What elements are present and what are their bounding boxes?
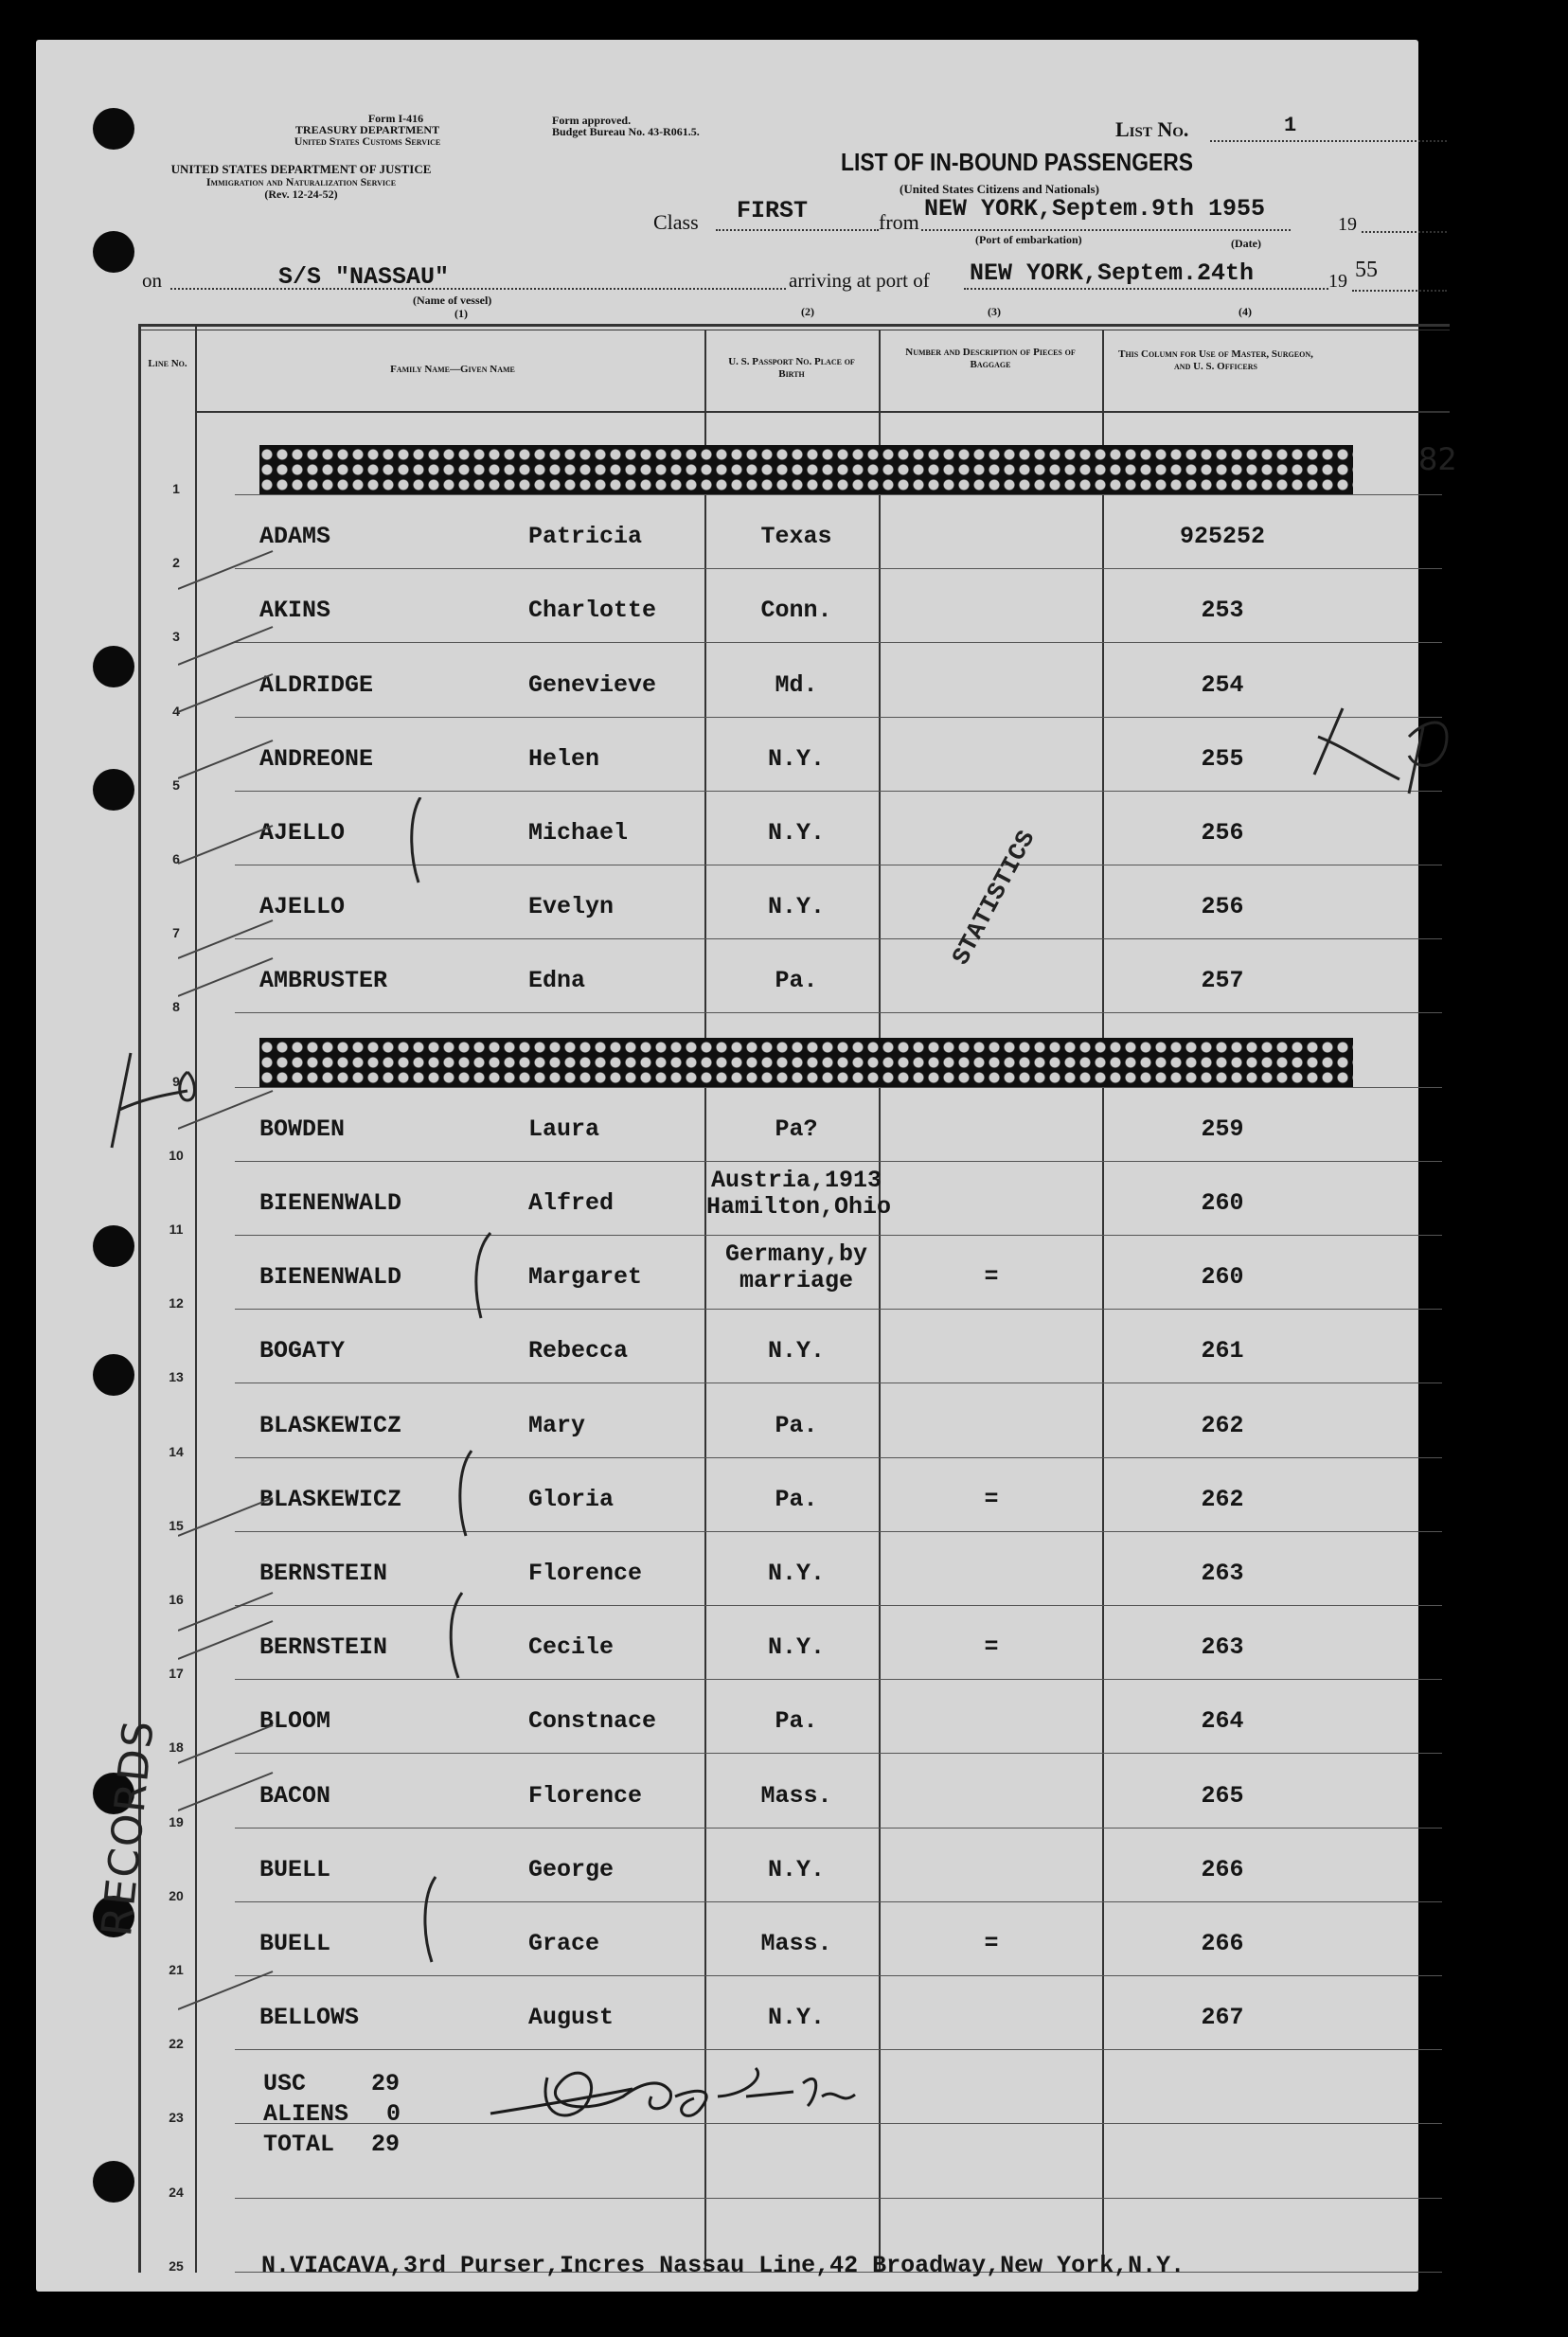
place-of-birth: Pa? [775,1115,818,1143]
page-number: 82 [1418,441,1457,477]
line-number: 2 [172,555,180,571]
row-rule [235,791,1442,792]
place-of-birth: N.Y. [767,2004,825,2032]
statistics-stamp: STATISTICS [946,826,1042,971]
aliens-value: 0 [386,2100,401,2128]
budget-bureau: Budget Bureau No. 43-R061.5. [552,125,700,138]
place-of-birth: N.Y. [767,1855,825,1883]
officer-number: 262 [1201,1485,1244,1513]
given-name: Michael [528,819,629,847]
line-number: 19 [169,1813,184,1829]
family-name: AKINS [259,597,331,625]
family-braces [405,797,500,1990]
check-marks [178,504,292,2170]
arrival-value: NEW YORK,Septem.24th [970,259,1255,287]
family-name: BOWDEN [259,1115,346,1143]
place-of-birth: Mass. [760,1930,832,1957]
officer-number: 264 [1201,1707,1244,1736]
port-embark-caption: (Port of embarkation) [975,233,1082,246]
family-name: BLASKEWICZ [259,1485,402,1513]
place-of-birth: Germany,by [724,1240,868,1269]
line-number: 5 [172,776,180,793]
line-number: 17 [169,1666,184,1682]
from-label: from [879,210,919,234]
line-number: 8 [172,999,180,1015]
list-no-value: 1 [1284,114,1297,137]
list-no-label: List No. [1115,117,1189,141]
purser-line: N.VIACAVA,3rd Purser,Incres Nassau Line,42 Broadway,New York,N.Y. [261,2252,1185,2279]
list-title: LIST OF IN-BOUND PASSENGERS [841,148,1194,176]
given-name: Evelyn [528,893,615,921]
given-name: George [528,1855,615,1883]
officer-number: 255 [1201,744,1244,773]
given-name: Genevieve [528,670,657,699]
ins-service: Immigration and Naturalization Service [205,175,397,188]
family-name: BELLOWS [259,2004,360,2032]
line-number: 14 [169,1443,184,1459]
row-rule [235,2198,1442,2199]
place-of-birth: N.Y. [767,1560,825,1587]
officer-number: 260 [1201,1263,1244,1292]
caption-3: (3) [988,305,1001,318]
given-name: Rebecca [528,1337,629,1365]
usc-value: 29 [371,2070,401,2097]
baggage: = [984,1485,999,1513]
family-name: BERNSTEIN [259,1633,388,1662]
list-subtitle: (United States Citizens and Nationals) [900,182,1099,196]
family-name: AJELLO [259,819,346,847]
place-of-birth: Pa. [775,1707,818,1736]
line-number: 9 [172,1073,180,1089]
line-number: 3 [172,629,180,645]
baggage: = [984,1263,999,1292]
officer-number: 260 [1201,1189,1244,1217]
place-of-birth: Pa. [775,967,818,995]
vessel-caption: (Name of vessel) [413,294,492,307]
place-of-birth: Pa. [775,1485,818,1513]
col-passport: U. S. Passport No. Place of Birth [728,356,855,380]
line-number: 13 [169,1369,184,1385]
family-name: BUELL [259,1930,331,1957]
place-of-birth: Texas [760,523,832,551]
officer-number: 257 [1201,967,1244,995]
line-number: 23 [169,2110,184,2126]
place-of-birth: Austria,1913 [710,1167,882,1194]
place-of-birth: N.Y. [767,1633,825,1662]
officer-number: 266 [1201,1855,1244,1883]
punch-hole [93,2161,134,2203]
officer-number: 254 [1201,670,1244,699]
line-number: 10 [169,1147,184,1163]
punch-hole [93,1225,134,1267]
year2-suffix: 55 [1355,258,1378,282]
punch-hole [93,231,134,273]
family-name: AJELLO [259,893,346,921]
place-of-birth: N.Y. [767,1337,825,1365]
given-name: Helen [528,744,600,773]
row-rule [235,642,1442,643]
officer-number: 263 [1201,1633,1244,1662]
officer-number: 262 [1201,1411,1244,1439]
treasury-department: TREASURY DEPARTMENT [294,123,440,136]
family-name: ADAMS [259,523,331,551]
given-name: Charlotte [528,597,657,625]
punch-hole [93,108,134,150]
punch-hole [93,769,134,811]
family-name: BLASKEWICZ [259,1411,402,1439]
place-of-birth: Pa. [775,1411,818,1439]
line-number: 12 [169,1295,184,1311]
given-name: Constnace [528,1707,657,1736]
form-approved: Form approved. [552,114,632,127]
line-number: 22 [169,2036,184,2052]
officer-number: 253 [1201,597,1244,625]
col-officers: This Column for Use of Master, Surgeon, and U. S. Officers [1118,348,1313,372]
family-name: BIENENWALD [259,1263,402,1292]
line-number: 25 [169,2257,184,2274]
line-number: 24 [169,2184,184,2200]
total-label: TOTAL [263,2131,335,2158]
officer-number: 256 [1201,893,1244,921]
line-number: 6 [172,851,180,866]
line-number: 7 [172,925,180,941]
manifest-page [36,40,1457,2292]
date-caption: (Date) [1231,237,1261,250]
officer-number: 265 [1201,1781,1244,1810]
given-name: Mary [528,1411,586,1439]
on-label: on [142,269,162,292]
officer-number: 925252 [1179,523,1265,551]
arriving-label: arriving at port of [789,269,930,292]
given-name: August [528,2004,615,2032]
given-name: Patricia [528,523,643,551]
officer-number: 259 [1201,1115,1244,1143]
place-of-birth: Conn. [760,597,832,625]
line-number: 4 [172,703,180,719]
family-name: BLOOM [259,1707,331,1736]
family-name: AMBRUSTER [259,967,388,995]
total-value: 29 [371,2131,401,2158]
given-name: Grace [528,1930,600,1957]
officer-number: 263 [1201,1560,1244,1587]
row-rule [235,717,1442,718]
family-name: BUELL [259,1855,331,1883]
from-value: NEW YORK,Septem.9th 1955 [924,195,1266,223]
given-name: Alfred [528,1189,615,1217]
family-name: BACON [259,1781,331,1810]
vessel-name: S/S "NASSAU" [278,263,450,291]
line-number: 18 [169,1739,184,1756]
department-of-justice: UNITED STATES DEPARTMENT OF JUSTICE [170,162,432,176]
given-name: Gloria [528,1485,615,1513]
place-of-birth: N.Y. [767,744,825,773]
caption-4: (4) [1238,305,1252,318]
revision: (Rev. 12-24-52) [264,187,338,201]
place-of-birth-detail: Hamilton,Ohio [706,1193,892,1221]
family-name: ALDRIDGE [259,670,374,699]
place-of-birth-detail: marriage [739,1267,854,1295]
aliens-label: ALIENS [263,2100,349,2128]
tally-mark [1305,699,1475,803]
officer-number: 256 [1201,819,1244,847]
redacted-entry [259,445,1353,494]
line-number: 1 [172,481,180,496]
line-number: 11 [169,1222,184,1237]
vertical-note: RECORDS [93,1717,164,1939]
caption-1: (1) [454,307,468,320]
col-line-no: Line No. [148,358,187,369]
class-value: FIRST [737,197,809,224]
row-rule [235,568,1442,569]
caption-2: (2) [801,305,814,318]
family-name: BIENENWALD [259,1189,402,1217]
col-name: Family Name—Given Name [390,364,515,375]
signature [481,2040,879,2144]
officer-number: 261 [1201,1337,1244,1365]
given-name: Laura [528,1115,600,1143]
line-number: 20 [169,1887,184,1903]
usc-label: USC [263,2070,307,2097]
baggage: = [984,1633,999,1662]
line-number: 15 [169,1517,184,1533]
officer-number: 267 [1201,2004,1244,2032]
given-name: Cecile [528,1633,615,1662]
given-name: Florence [528,1781,643,1810]
col-baggage: Number and Description of Pieces of Baggage [905,347,1076,370]
punch-hole [93,646,134,687]
given-name: Edna [528,967,586,995]
year-prefix: 19 [1338,214,1357,235]
officer-number: 266 [1201,1930,1244,1957]
family-name: BOGATY [259,1337,346,1365]
place-of-birth: Mass. [760,1781,832,1810]
given-name: Florence [528,1560,643,1587]
form-number: Form I-416 [367,112,424,125]
customs-service: United States Customs Service [294,134,441,148]
family-name: ANDREONE [259,744,374,773]
punch-hole [93,1354,134,1396]
place-of-birth: N.Y. [767,893,825,921]
row-rule [235,494,1442,495]
year2-prefix: 19 [1328,271,1347,292]
given-name: Margaret [528,1263,643,1292]
line-number: 16 [169,1592,184,1607]
line-number: 21 [169,1962,184,1977]
place-of-birth: Md. [775,670,818,699]
class-label: Class [653,210,699,234]
baggage: = [984,1930,999,1957]
family-name: BERNSTEIN [259,1560,388,1587]
place-of-birth: N.Y. [767,819,825,847]
